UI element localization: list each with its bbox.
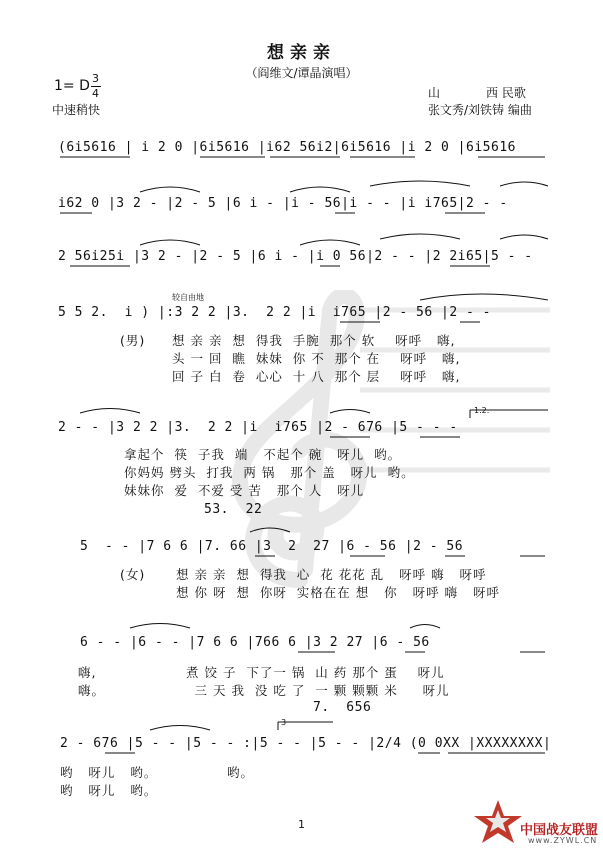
lyric-male-verse-2: 头 一 回 瞧 妹妹 你 不 那个 在 呀呼 嗨,	[172, 351, 461, 366]
lyric-verse-line-3: 妹妹你 爱 不爱 受 苦 那个 人 呀儿	[124, 483, 365, 498]
score-row-2: i62 0 |3 2 - |2 - 5 |6 i - |i - 56|i - - |i i765|2 - -	[58, 196, 508, 211]
score-row-6: 5 - - |7 6 6 |7. 66 |3 2 27 |6 - 56 |2 - 56	[80, 539, 464, 554]
arrangers-credit: 张文秀/刘铁铸 编曲	[428, 103, 532, 117]
lyric-line-g2: 嗨。 三 天 我 没 吃 了 一 颗 颗颗 米 呀儿	[78, 683, 450, 698]
alternate-notes-2: 7. 656	[313, 700, 372, 715]
score-row-7: 6 - - |6 - - |7 6 6 |766 6 |3 2 27 |6 - 56	[80, 635, 430, 650]
lyric-female-verse-2: 想 你 呀 想 你呀 实格在在 想 你 呀呼 嗨 呀呼	[176, 585, 500, 600]
freely-marking: 较自由地	[172, 293, 204, 302]
score-row-4: 5 5 2. i ) |:3 2 2 |3. 2 2 |i i765 |2 - 56 |2 - -	[58, 305, 491, 320]
lyric-line-g1: 嗨, 煮 饺 子 下了一 锅 山 药 那个 蛋 呀儿	[78, 665, 445, 680]
star-logo-icon	[468, 796, 528, 846]
time-signature-top: 3	[92, 72, 99, 85]
volta-3-label: 3	[281, 718, 287, 727]
key-signature: 1= D	[54, 78, 90, 94]
origin-label-right: 西 民歌	[486, 86, 526, 100]
male-label: (男)	[120, 333, 146, 348]
lyric-line-h1: 哟 呀儿 哟。 哟。	[60, 765, 254, 780]
singers-credit: （阎维文/谭晶演唱）	[245, 66, 358, 80]
lyric-verse-line-1: 拿起个 筷 子我 端 不起个 碗 呀儿 哟。	[124, 447, 402, 462]
score-row-3: 2 56i25i |3 2 - |2 - 5 |6 i - |i 0 56|2 - - |2 2i65|5 - -	[58, 249, 533, 264]
score-row-5: 2 - - |3 2 2 |3. 2 2 |i i765 |2 - 676 |5 - - -	[58, 420, 458, 435]
volta-bracket-label: 1.2.	[474, 406, 490, 415]
lyric-female-verse-1: 想 亲 亲 想 得我 心 花 花花 乱 呀呼 嗨 呀呼	[176, 567, 487, 582]
score-row-8: 2 - 676 |5 - - |5 - - :|5 - - |5 - - |2/4 (0 0XX |XXXXXXXX|	[60, 736, 552, 751]
song-title: 想亲亲	[267, 43, 336, 63]
female-label: (女)	[120, 567, 146, 582]
lyric-male-verse-1: 想 亲 亲 想 得我 手腕 那个 软 呀呼 嗨,	[172, 333, 456, 348]
watermark-name: 中国战友联盟	[520, 823, 599, 838]
origin-label-left: 山	[428, 86, 441, 100]
lyric-verse-line-2: 你妈妈 劈头 打我 两 锅 那个 盖 呀儿 哟。	[124, 465, 415, 480]
lyric-line-h2: 哟 呀儿 哟。	[60, 783, 158, 798]
lyric-male-verse-3: 回 子 白 卷 心心 十 八 那个 层 呀呼 嗨,	[172, 369, 461, 384]
tempo-marking: 中速稍快	[52, 103, 101, 117]
watermark-url: www.ZYWL.CN	[528, 836, 598, 845]
score-row-1: (6i5616 | i 2 0 |6i5616 |i62 56i2|6i5616 |i 2 0 |6i5616	[58, 140, 516, 155]
alternate-notes-1: 53. 22	[204, 502, 263, 517]
page-number: 1	[298, 818, 305, 831]
time-signature-bottom: 4	[92, 87, 99, 100]
